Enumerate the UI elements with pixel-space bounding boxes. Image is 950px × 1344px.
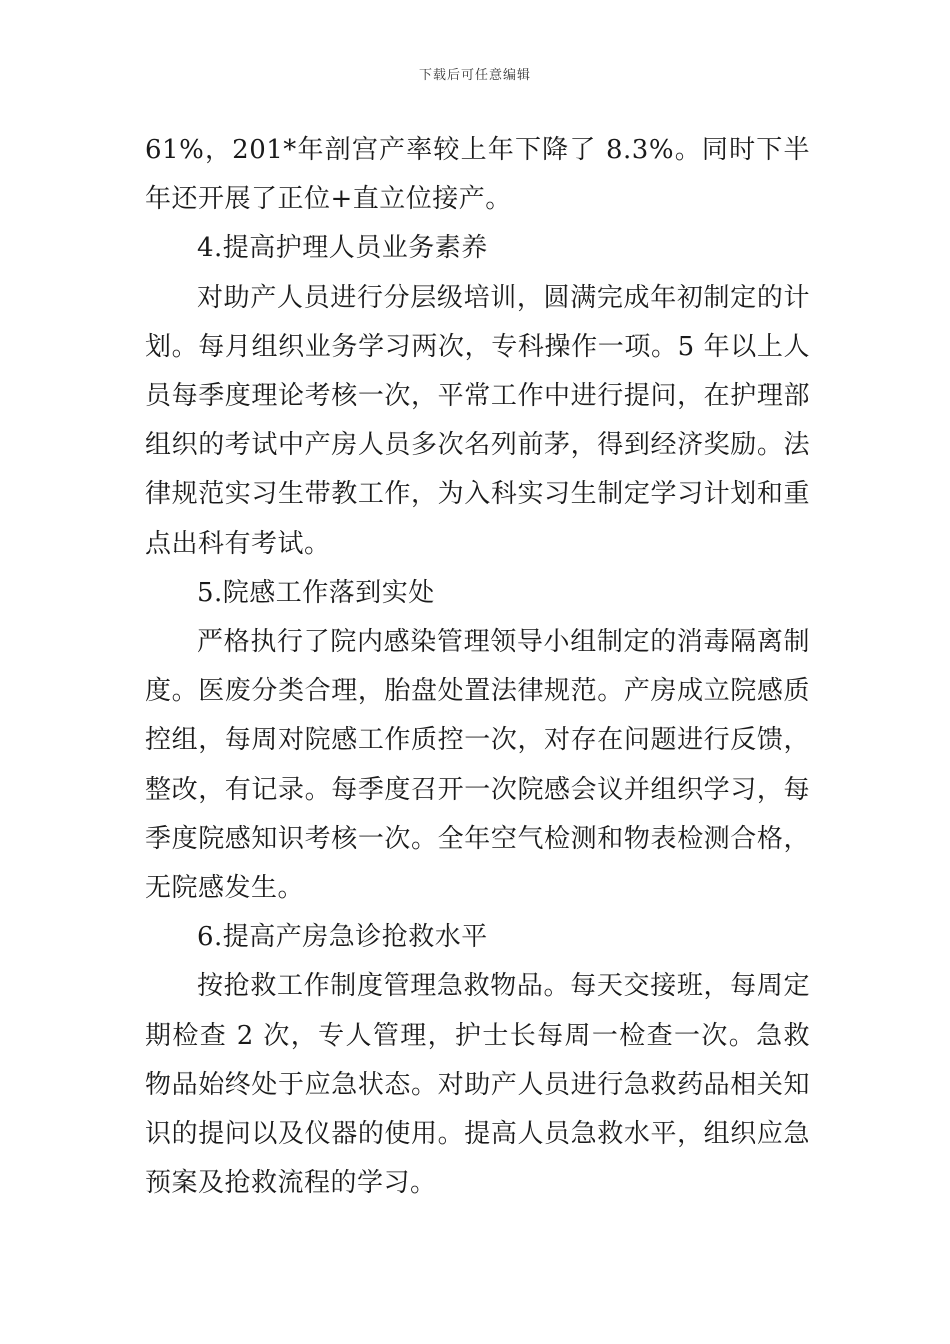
section-heading-6: 6.提高产房急诊抢救水平: [197, 922, 488, 953]
page-header: 下载后可任意编辑: [418, 68, 531, 83]
document-body: [145, 126, 810, 1208]
paragraph-continuation: 61%，201*年剖宫产率较上年下降了 8.3%。同时下半年还开展了正位+直立位接产。: [145, 135, 810, 215]
paragraph-staff-training: 对助产人员进行分层级培训，圆满完成年初制定的计划。每月组织业务学习两次，专科操作一项。5 年以上人员每季度理论考核一次，平常工作中进行提问，在护理部组织的考试中产房人员多次名列前茅，得到经济奖励。法律规范实习生带教工作，为入科实习生制定学习计划和重点出科有考试。: [145, 282, 810, 559]
section-heading-5: 5.院感工作落到实处: [197, 577, 435, 608]
paragraph-infection-control: 严格执行了院内感染管理领导小组制定的消毒隔离制度。医废分类合理，胎盘处置法律规范。产房成立院感质控组，每周对院感工作质控一次，对存在问题进行反馈，整改，有记录。每季度召开一次院感会议并组织学习，每季度院感知识考核一次。全年空气检测和物表检测合格，无院感发生。: [145, 627, 810, 904]
section-heading-4: 4.提高护理人员业务素养: [197, 233, 488, 264]
paragraph-emergency-rescue: 按抢救工作制度管理急救物品。每天交接班，每周定期检查 2 次，专人管理，护士长每周一检查一次。急救物品始终处于应急状态。对助产人员进行急救药品相关知识的提问以及仪器的使用。提高人员急救水平，组织应急预案及抢救流程的学习。: [145, 971, 810, 1199]
